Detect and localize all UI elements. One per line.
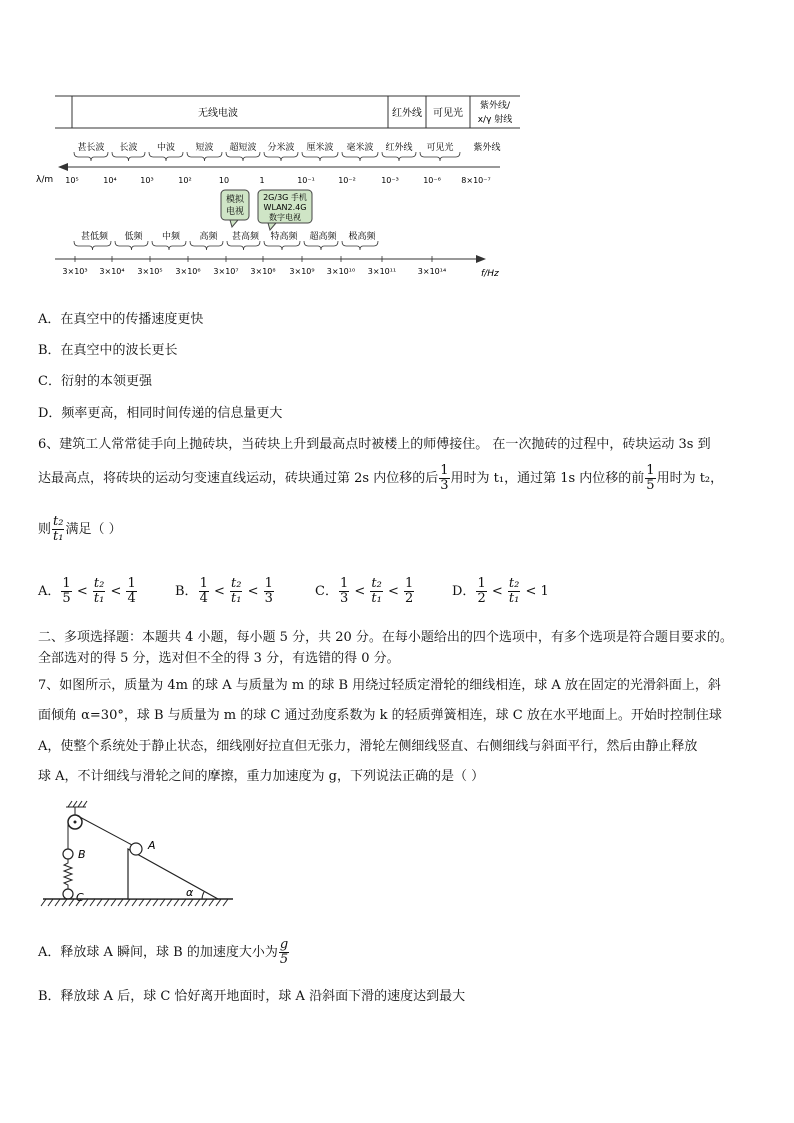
ball-a — [130, 843, 142, 855]
q6-option-a: A． $\frac{1}{5}$ < $\frac{\text{t₂}}{\text{t₁}}$ < $\frac{1}{4}$ — [38, 576, 136, 606]
freq-name-4: 甚高频 — [231, 232, 260, 242]
frequency-tick-1: 3×10⁴ — [99, 267, 125, 276]
angle-alpha-label: α — [186, 886, 194, 899]
q6-fraction-one-third: $\frac{1}{3}$ — [440, 463, 449, 493]
wavelength-tick-2: 10³ — [140, 176, 154, 185]
q7-fraction-g-over-5: $\frac{g}{5}$ — [279, 937, 289, 967]
spring — [64, 859, 72, 889]
q5-option-c: C．衍射的本领更强 — [38, 374, 152, 389]
wave-name-2: 中波 — [156, 143, 176, 153]
q7-line-3: A，使整个系统处于静止状态，细线刚好拉直但无张力，滑轮左侧细线竖直、右侧细线与斜面平行，然后由静止释放 — [38, 739, 698, 754]
band-infrared-label: 红外线 — [392, 108, 422, 119]
freq-name-6: 超高频 — [309, 232, 337, 242]
q6-line-1: 6、建筑工人常常徒手向上抛砖块，当砖块上升到最高点时被楼上的师傅接住。 在一次抛砖的过程中，砖块运动 3s 到 — [38, 437, 711, 452]
q5-option-d: D．频率更高，相同时间传递的信息量更大 — [38, 406, 283, 421]
wave-name-10: 紫外线 — [473, 143, 501, 153]
frequency-tick-0: 3×10³ — [62, 267, 88, 276]
wave-name-8: 红外线 — [385, 143, 413, 153]
em-spectrum-figure — [0, 0, 794, 290]
section2-heading-line-2: 全部选对的得 5 分，选对但不全的得 3 分，有选错的得 0 分。 — [38, 651, 400, 666]
wavelength-tick-5: 1 — [259, 176, 265, 185]
wave-name-4: 超短波 — [229, 143, 257, 153]
q7-line-2: 面倾角 α=30°，球 B 与质量为 m 的球 C 通过劲度系数为 k 的轻质弹簧相连，球 C 放在水平地面上。开始时控制住球 — [38, 708, 722, 723]
q6-fraction-one-fifth: $\frac{1}{5}$ — [646, 463, 655, 493]
wavelength-tick-10: 8×10⁻⁷ — [461, 176, 491, 185]
ball-a-label: A — [148, 839, 156, 852]
wave-name-7: 毫米波 — [346, 143, 374, 153]
q7-pulley-incline-figure — [38, 797, 238, 917]
frequency-tick-2: 3×10⁵ — [137, 267, 163, 276]
wavelength-tick-9: 10⁻⁶ — [423, 176, 441, 185]
band-visible-label: 可见光 — [433, 108, 463, 119]
svg-text:电视: 电视 — [225, 207, 245, 217]
section2-heading-line-1: 二、多项选择题：本题共 4 小题，每小题 5 分，共 20 分。在每小题给出的四个选项中，有多个选项是符合题目要求的。 — [38, 630, 733, 645]
wave-name-5: 分米波 — [267, 143, 295, 153]
q6-line-2: 达最高点，将砖块的运动匀变速直线运动，砖块通过第 2s 内位移的后 $\frac{1}{3}$ 用时为 t₁，通过第 1s 内位移的前 $\frac{1}{5}$ 用时为 t₂， — [38, 463, 724, 493]
frequency-tick-6: 3×10⁹ — [289, 267, 315, 276]
svg-text:模拟: 模拟 — [225, 195, 245, 205]
freq-name-7: 极高频 — [348, 232, 376, 242]
wavelength-tick-0: 10⁵ — [65, 176, 79, 185]
bubble-analog-tv — [221, 190, 249, 227]
freq-name-3: 高频 — [199, 232, 218, 242]
band-radio-label: 无线电波 — [198, 108, 238, 119]
frequency-tick-9: 3×10¹⁴ — [417, 267, 447, 276]
frequency-tick-7: 3×10¹⁰ — [326, 267, 356, 276]
wavelength-tick-row — [65, 176, 490, 185]
freq-name-0: 甚低频 — [80, 232, 109, 242]
frequency-tick-8: 3×10¹¹ — [367, 267, 397, 276]
frequency-axis-label: f/Hz — [481, 269, 499, 279]
q5-option-b: B．在真空中的波长更长 — [38, 343, 178, 358]
wavelength-tick-4: 10 — [218, 176, 230, 185]
ball-c — [63, 889, 73, 899]
freq-name-2: 中频 — [161, 232, 181, 242]
wavelength-tick-8: 10⁻³ — [381, 176, 399, 185]
frequency-axis-arrow — [476, 255, 486, 263]
wavelength-tick-1: 10⁴ — [103, 176, 117, 185]
ball-b — [63, 849, 73, 859]
wavelength-tick-3: 10² — [178, 176, 192, 185]
incline — [128, 849, 218, 899]
wave-name-row — [74, 141, 501, 161]
q7-line-4: 球 A，不计细线与滑轮之间的摩擦，重力加速度为 g，下列说法正确的是（ ） — [38, 769, 485, 784]
wave-name-9: 可见光 — [426, 143, 454, 153]
q7-option-a: A．释放球 A 瞬间，球 B 的加速度大小为 $\frac{g}{5}$ — [38, 937, 289, 967]
q7-line-1: 7、如图所示，质量为 4m 的球 A 与质量为 m 的球 B 用绕过轻质定滑轮的细线相连，球 A 放在固定的光滑斜面上，斜 — [38, 678, 721, 693]
q6-option-c: C． $\frac{1}{3}$ < $\frac{\text{t₂}}{\text{t₁}}$ < $\frac{1}{2}$ — [315, 576, 414, 606]
wavelength-axis-arrow — [58, 163, 68, 171]
frequency-tick-5: 3×10⁸ — [250, 267, 276, 276]
frequency-tick-4: 3×10⁷ — [213, 267, 239, 276]
wavelength-axis-label: λ/m — [36, 175, 54, 185]
ball-c-label: C — [76, 891, 84, 904]
bubble-mobile-wlan — [258, 190, 312, 230]
svg-text:WLAN2.4G: WLAN2.4G — [263, 203, 307, 212]
wavelength-tick-6: 10⁻¹ — [297, 176, 315, 185]
q6-line-3: 则 $\frac{\text{t₂}}{\text{t₁}}$ 满足（ ） — [38, 514, 122, 544]
svg-text:2G/3G 手机: 2G/3G 手机 — [263, 193, 307, 202]
wavelength-tick-7: 10⁻² — [338, 176, 356, 185]
wave-name-1: 长波 — [119, 143, 138, 153]
q7-option-b: B．释放球 A 后，球 C 恰好离开地面时，球 A 沿斜面下滑的速度达到最大 — [38, 989, 466, 1004]
q6-option-b: B． $\frac{1}{4}$ < $\frac{\text{t₂}}{\text{t₁}}$ < $\frac{1}{3}$ — [175, 576, 273, 606]
freq-name-1: 低频 — [124, 232, 143, 242]
ball-b-label: B — [78, 848, 86, 861]
band-xray-label: x/γ 射线 — [477, 115, 513, 125]
q5-option-a: A．在真空中的传播速度更快 — [38, 312, 204, 327]
freq-name-5: 特高频 — [270, 232, 298, 242]
q6-option-d: D． $\frac{1}{2}$ < $\frac{\text{t₂}}{\text{t₁}}$ < 1 — [452, 576, 549, 606]
wave-name-6: 厘米波 — [306, 143, 334, 153]
frequency-name-row — [74, 230, 378, 250]
svg-text:数字电视: 数字电视 — [269, 213, 301, 222]
band-uv-label: 紫外线/ — [479, 101, 511, 111]
wave-name-0: 甚长波 — [77, 143, 105, 153]
wave-name-3: 短波 — [195, 143, 214, 153]
q6-ratio-t2-t1: $\frac{\text{t₂}}{\text{t₁}}$ — [53, 514, 64, 544]
frequency-tick-3: 3×10⁶ — [175, 267, 201, 276]
